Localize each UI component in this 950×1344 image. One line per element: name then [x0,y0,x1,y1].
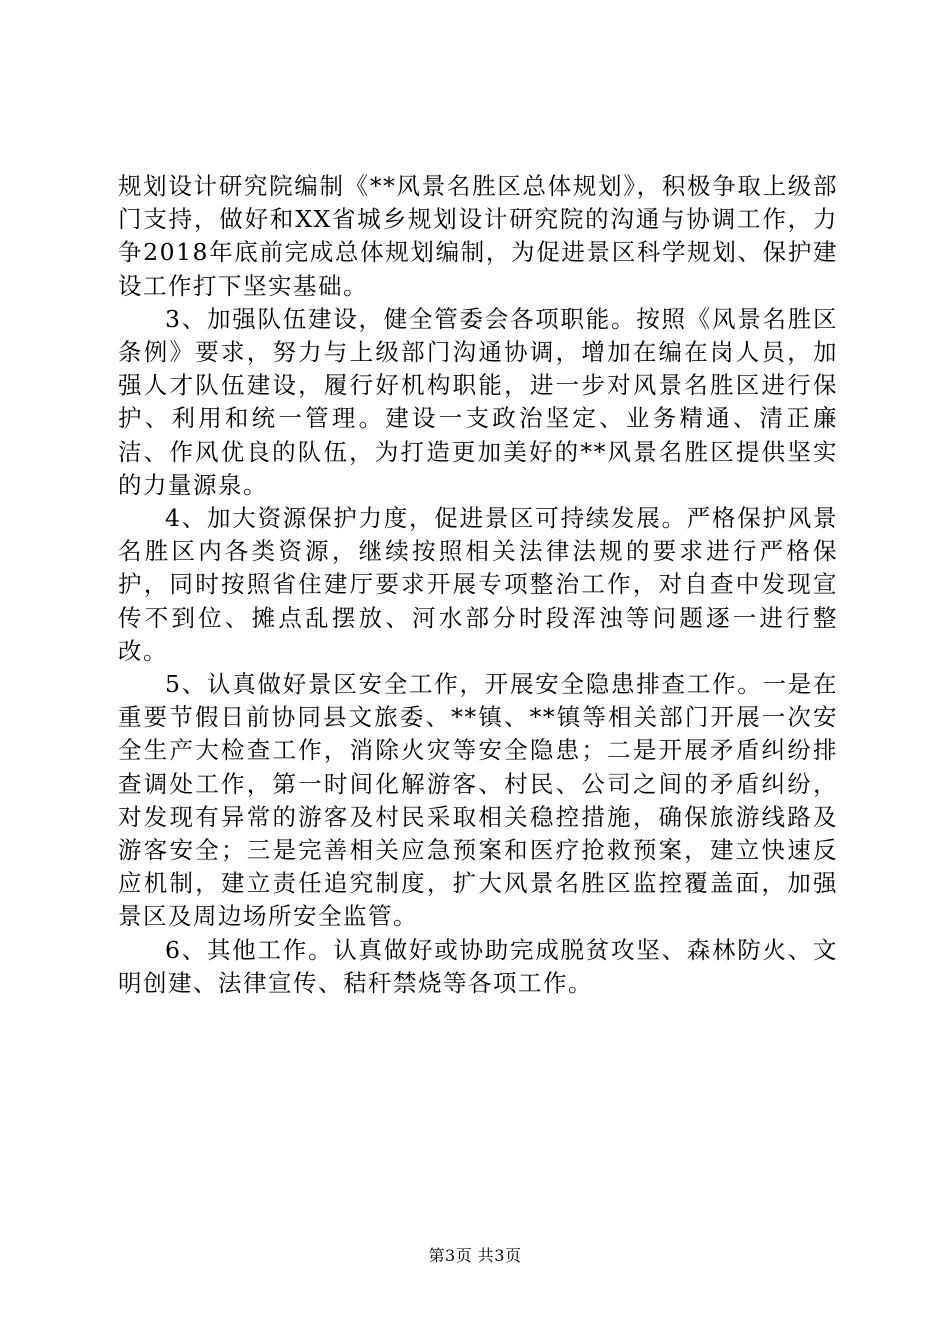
document-body [118,170,838,1000]
paragraph-item-5: 5、认真做好景区安全工作，开展安全隐患排查工作。一是在重要节假日前协同县文旅委、**镇、**镇等相关部门开展一次安全生产大检查工作，消除火灾等安全隐患；二是开展矛盾纠纷排查调处工作，第一时间化解游客、村民、公司之间的矛盾纠纷，对发现有异常的游客及村民采取相关稳控措施，确保旅游线路及游客安全；三是完善相关应急预案和医疗抢救预案，建立快速反应机制，建立责任追究制度，扩大风景名胜区监控覆盖面，加强景区及周边场所安全监管。 [118,670,838,931]
paragraph-continuation: 规划设计研究院编制《**风景名胜区总体规划》，积极争取上级部门支持，做好和XX省城乡规划设计研究院的沟通与协调工作，力争2018年底前完成总体规划编制，为促进景区科学规划、保护建设工作打下坚实基础。 [118,172,838,300]
paragraph-item-4: 4、加大资源保护力度，促进景区可持续发展。严格保护风景名胜区内各类资源，继续按照相关法律法规的要求进行严格保护，同时按照省住建厅要求开展专项整治工作，对自查中发现宣传不到位、摊点乱摆放、河水部分时段浑浊等问题逐一进行整改。 [118,504,838,665]
paragraph-item-6: 6、其他工作。认真做好或协助完成脱贫攻坚、森林防火、文明创建、法律宣传、秸秆禁烧等各项工作。 [118,935,838,997]
paragraph-item-3: 3、加强队伍建设，健全管委会各项职能。按照《风景名胜区条例》要求，努力与上级部门沟通协调，增加在编在岗人员，加强人才队伍建设，履行好机构职能，进一步对风景名胜区进行保护、利用和统一管理。建设一支政治坚定、业务精通、清正廉洁、作风优良的队伍，为打造更加美好的**风景名胜区提供坚实的力量源泉。 [118,304,838,499]
page-number-footer: 第3页 共3页 [428,1246,522,1265]
